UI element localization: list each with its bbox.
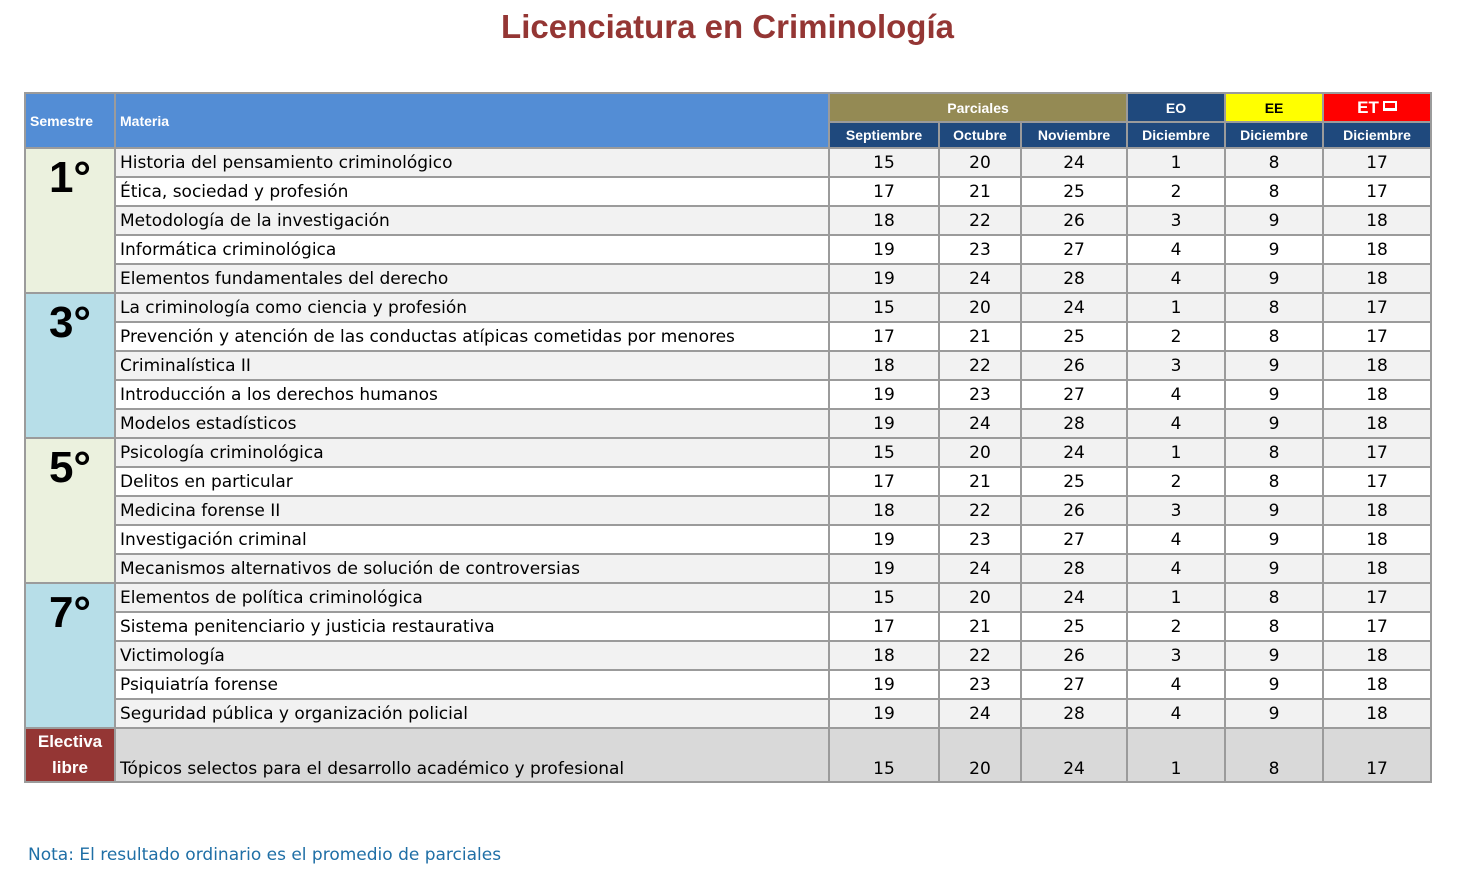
subject-name: Delitos en particular bbox=[115, 467, 829, 496]
date-sep: 19 bbox=[829, 525, 939, 554]
date-sep: 17 bbox=[829, 322, 939, 351]
subject-name: Investigación criminal bbox=[115, 525, 829, 554]
subject-name: Prevención y atención de las conductas atípicas cometidas por menores bbox=[115, 322, 829, 351]
table-row bbox=[25, 264, 1431, 293]
date-eo: 3 bbox=[1127, 206, 1225, 235]
date-eo: 4 bbox=[1127, 670, 1225, 699]
date-oct: 20 bbox=[939, 438, 1021, 467]
header-et-label: ET bbox=[1357, 97, 1379, 117]
date-nov: 24 bbox=[1021, 583, 1127, 612]
date-eo: 1 bbox=[1127, 438, 1225, 467]
date-nov: 24 bbox=[1021, 728, 1127, 782]
date-et: 18 bbox=[1323, 351, 1431, 380]
table-row bbox=[25, 148, 1431, 177]
subject-name: Introducción a los derechos humanos bbox=[115, 380, 829, 409]
table-row bbox=[25, 380, 1431, 409]
date-oct: 24 bbox=[939, 264, 1021, 293]
date-sep: 15 bbox=[829, 438, 939, 467]
date-ee: 8 bbox=[1225, 467, 1323, 496]
date-sep: 15 bbox=[829, 293, 939, 322]
date-oct: 21 bbox=[939, 177, 1021, 206]
date-nov: 25 bbox=[1021, 467, 1127, 496]
date-eo: 4 bbox=[1127, 699, 1225, 728]
header-eo: EO bbox=[1127, 93, 1225, 122]
date-et: 18 bbox=[1323, 264, 1431, 293]
date-ee: 8 bbox=[1225, 148, 1323, 177]
date-eo: 4 bbox=[1127, 264, 1225, 293]
date-oct: 20 bbox=[939, 293, 1021, 322]
date-oct: 24 bbox=[939, 409, 1021, 438]
date-nov: 25 bbox=[1021, 612, 1127, 641]
date-nov: 28 bbox=[1021, 699, 1127, 728]
date-nov: 28 bbox=[1021, 264, 1127, 293]
date-oct: 21 bbox=[939, 467, 1021, 496]
subject-name: Elementos de política criminológica bbox=[115, 583, 829, 612]
date-sep: 15 bbox=[829, 148, 939, 177]
date-oct: 23 bbox=[939, 235, 1021, 264]
date-et: 18 bbox=[1323, 380, 1431, 409]
date-nov: 24 bbox=[1021, 438, 1127, 467]
header-semestre: Semestre bbox=[25, 93, 115, 148]
subject-name: La criminología como ciencia y profesión bbox=[115, 293, 829, 322]
date-sep: 19 bbox=[829, 380, 939, 409]
date-eo: 4 bbox=[1127, 409, 1225, 438]
table-row bbox=[25, 699, 1431, 728]
laptop-icon bbox=[1383, 101, 1397, 111]
header-diciembre-eo: Diciembre bbox=[1127, 122, 1225, 148]
subject-name: Mecanismos alternativos de solución de controversias bbox=[115, 554, 829, 583]
date-ee: 9 bbox=[1225, 264, 1323, 293]
date-sep: 19 bbox=[829, 409, 939, 438]
header-octubre: Octubre bbox=[939, 122, 1021, 148]
table-row bbox=[25, 554, 1431, 583]
date-oct: 22 bbox=[939, 351, 1021, 380]
date-et: 17 bbox=[1323, 612, 1431, 641]
date-sep: 19 bbox=[829, 264, 939, 293]
date-oct: 24 bbox=[939, 699, 1021, 728]
date-sep: 17 bbox=[829, 467, 939, 496]
date-oct: 23 bbox=[939, 670, 1021, 699]
date-ee: 9 bbox=[1225, 380, 1323, 409]
date-et: 17 bbox=[1323, 467, 1431, 496]
page-title: Licenciatura en Criminología bbox=[501, 8, 954, 45]
semester-label: 7° bbox=[25, 583, 115, 728]
date-ee: 9 bbox=[1225, 351, 1323, 380]
date-ee: 8 bbox=[1225, 728, 1323, 782]
subject-name: Victimología bbox=[115, 641, 829, 670]
table-row-electiva bbox=[25, 728, 1431, 782]
table-row bbox=[25, 293, 1431, 322]
schedule-table bbox=[24, 92, 1432, 783]
date-et: 18 bbox=[1323, 409, 1431, 438]
date-ee: 9 bbox=[1225, 496, 1323, 525]
date-nov: 26 bbox=[1021, 206, 1127, 235]
date-sep: 17 bbox=[829, 177, 939, 206]
subject-name: Seguridad pública y organización policial bbox=[115, 699, 829, 728]
date-nov: 27 bbox=[1021, 380, 1127, 409]
subject-name: Informática criminológica bbox=[115, 235, 829, 264]
table-row bbox=[25, 351, 1431, 380]
date-sep: 15 bbox=[829, 583, 939, 612]
date-eo: 1 bbox=[1127, 583, 1225, 612]
date-eo: 2 bbox=[1127, 467, 1225, 496]
date-oct: 22 bbox=[939, 496, 1021, 525]
footnote: Nota: El resultado ordinario es el promedio de parciales bbox=[28, 845, 502, 865]
date-ee: 9 bbox=[1225, 641, 1323, 670]
subject-name: Psiquiatría forense bbox=[115, 670, 829, 699]
date-oct: 22 bbox=[939, 641, 1021, 670]
header-materia: Materia bbox=[115, 93, 829, 148]
date-sep: 19 bbox=[829, 699, 939, 728]
date-ee: 8 bbox=[1225, 438, 1323, 467]
date-nov: 27 bbox=[1021, 235, 1127, 264]
date-sep: 19 bbox=[829, 554, 939, 583]
date-sep: 17 bbox=[829, 612, 939, 641]
date-nov: 24 bbox=[1021, 148, 1127, 177]
date-et: 18 bbox=[1323, 525, 1431, 554]
date-ee: 8 bbox=[1225, 612, 1323, 641]
date-eo: 3 bbox=[1127, 641, 1225, 670]
date-ee: 9 bbox=[1225, 699, 1323, 728]
date-et: 18 bbox=[1323, 554, 1431, 583]
date-eo: 1 bbox=[1127, 293, 1225, 322]
date-et: 18 bbox=[1323, 206, 1431, 235]
header-diciembre-et: Diciembre bbox=[1323, 122, 1431, 148]
table-row bbox=[25, 409, 1431, 438]
header-diciembre-ee: Diciembre bbox=[1225, 122, 1323, 148]
table-row bbox=[25, 467, 1431, 496]
date-oct: 24 bbox=[939, 554, 1021, 583]
date-nov: 26 bbox=[1021, 496, 1127, 525]
date-et: 17 bbox=[1323, 322, 1431, 351]
date-nov: 24 bbox=[1021, 293, 1127, 322]
date-nov: 25 bbox=[1021, 177, 1127, 206]
table-row bbox=[25, 206, 1431, 235]
table-row bbox=[25, 641, 1431, 670]
date-oct: 21 bbox=[939, 322, 1021, 351]
date-ee: 8 bbox=[1225, 177, 1323, 206]
table-row bbox=[25, 583, 1431, 612]
subject-name: Tópicos selectos para el desarrollo académico y profesional bbox=[115, 728, 829, 782]
date-sep: 19 bbox=[829, 670, 939, 699]
date-oct: 22 bbox=[939, 206, 1021, 235]
date-sep: 19 bbox=[829, 235, 939, 264]
date-sep: 18 bbox=[829, 351, 939, 380]
date-eo: 3 bbox=[1127, 351, 1225, 380]
date-eo: 4 bbox=[1127, 554, 1225, 583]
date-oct: 23 bbox=[939, 525, 1021, 554]
table-row bbox=[25, 235, 1431, 264]
date-nov: 26 bbox=[1021, 641, 1127, 670]
date-ee: 9 bbox=[1225, 554, 1323, 583]
date-nov: 26 bbox=[1021, 351, 1127, 380]
date-et: 17 bbox=[1323, 293, 1431, 322]
header-et bbox=[1323, 93, 1431, 122]
header-septiembre: Septiembre bbox=[829, 122, 939, 148]
date-et: 18 bbox=[1323, 699, 1431, 728]
date-eo: 4 bbox=[1127, 525, 1225, 554]
date-sep: 15 bbox=[829, 728, 939, 782]
date-et: 17 bbox=[1323, 583, 1431, 612]
date-sep: 18 bbox=[829, 496, 939, 525]
subject-name: Criminalística II bbox=[115, 351, 829, 380]
date-sep: 18 bbox=[829, 206, 939, 235]
table-body bbox=[25, 148, 1431, 782]
electiva-label: Electiva libre bbox=[25, 728, 115, 782]
date-et: 18 bbox=[1323, 496, 1431, 525]
date-nov: 27 bbox=[1021, 525, 1127, 554]
table-row bbox=[25, 670, 1431, 699]
date-et: 18 bbox=[1323, 235, 1431, 264]
date-et: 17 bbox=[1323, 438, 1431, 467]
table-row bbox=[25, 496, 1431, 525]
table-row bbox=[25, 612, 1431, 641]
header-parciales: Parciales bbox=[829, 93, 1127, 122]
date-oct: 23 bbox=[939, 380, 1021, 409]
date-oct: 20 bbox=[939, 728, 1021, 782]
date-eo: 1 bbox=[1127, 148, 1225, 177]
date-et: 17 bbox=[1323, 177, 1431, 206]
date-eo: 2 bbox=[1127, 322, 1225, 351]
date-eo: 2 bbox=[1127, 177, 1225, 206]
date-oct: 21 bbox=[939, 612, 1021, 641]
date-nov: 28 bbox=[1021, 409, 1127, 438]
date-sep: 18 bbox=[829, 641, 939, 670]
date-nov: 25 bbox=[1021, 322, 1127, 351]
date-et: 18 bbox=[1323, 641, 1431, 670]
header-noviembre: Noviembre bbox=[1021, 122, 1127, 148]
date-ee: 8 bbox=[1225, 583, 1323, 612]
date-et: 18 bbox=[1323, 670, 1431, 699]
date-ee: 9 bbox=[1225, 206, 1323, 235]
date-et: 17 bbox=[1323, 148, 1431, 177]
date-eo: 4 bbox=[1127, 235, 1225, 264]
date-eo: 3 bbox=[1127, 496, 1225, 525]
date-ee: 8 bbox=[1225, 293, 1323, 322]
date-eo: 4 bbox=[1127, 380, 1225, 409]
subject-name: Ética, sociedad y profesión bbox=[115, 177, 829, 206]
date-eo: 2 bbox=[1127, 612, 1225, 641]
subject-name: Historia del pensamiento criminológico bbox=[115, 148, 829, 177]
date-ee: 9 bbox=[1225, 670, 1323, 699]
subject-name: Psicología criminológica bbox=[115, 438, 829, 467]
date-nov: 27 bbox=[1021, 670, 1127, 699]
date-et: 17 bbox=[1323, 728, 1431, 782]
table-row bbox=[25, 438, 1431, 467]
date-oct: 20 bbox=[939, 583, 1021, 612]
header-ee: EE bbox=[1225, 93, 1323, 122]
table-row bbox=[25, 322, 1431, 351]
date-oct: 20 bbox=[939, 148, 1021, 177]
semester-label: 1° bbox=[25, 148, 115, 293]
subject-name: Metodología de la investigación bbox=[115, 206, 829, 235]
date-ee: 9 bbox=[1225, 235, 1323, 264]
table-row bbox=[25, 177, 1431, 206]
date-ee: 9 bbox=[1225, 525, 1323, 554]
date-ee: 8 bbox=[1225, 322, 1323, 351]
table-row bbox=[25, 525, 1431, 554]
semester-label: 3° bbox=[25, 293, 115, 438]
date-eo: 1 bbox=[1127, 728, 1225, 782]
subject-name: Elementos fundamentales del derecho bbox=[115, 264, 829, 293]
subject-name: Sistema penitenciario y justicia restaurativa bbox=[115, 612, 829, 641]
date-nov: 28 bbox=[1021, 554, 1127, 583]
subject-name: Medicina forense II bbox=[115, 496, 829, 525]
subject-name: Modelos estadísticos bbox=[115, 409, 829, 438]
semester-label: 5° bbox=[25, 438, 115, 583]
date-ee: 9 bbox=[1225, 409, 1323, 438]
